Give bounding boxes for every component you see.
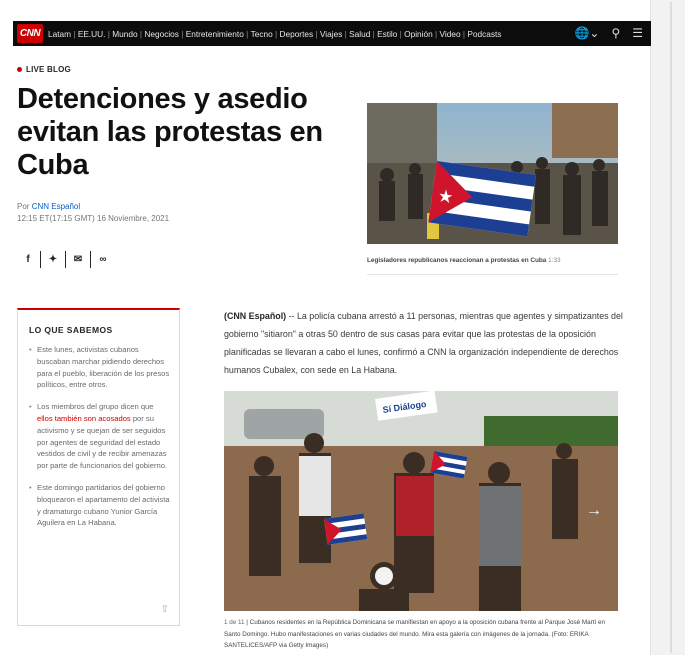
divider: [90, 251, 91, 268]
video-duration: 1:33: [548, 257, 561, 264]
nav-link[interactable]: Viajes: [319, 28, 343, 39]
nav-icons: [574, 21, 643, 46]
menu-icon[interactable]: ☰: [632, 26, 643, 40]
nav-link[interactable]: Negocios: [144, 28, 179, 39]
share-icon[interactable]: ⇧: [160, 604, 169, 615]
nav-link[interactable]: Estilo: [377, 28, 398, 39]
publish-date: 12:15 ET(17:15 GMT) 16 Noviembre, 2021: [17, 214, 170, 223]
byline-prefix: Por: [17, 202, 30, 211]
nav-link[interactable]: Mundo: [112, 28, 138, 39]
author-link[interactable]: CNN Español: [31, 202, 81, 211]
nav-link[interactable]: Video: [439, 28, 461, 39]
nav-separator: |: [462, 28, 466, 39]
nav-links: [48, 21, 501, 46]
hero-caption[interactable]: [367, 257, 561, 264]
nav-link[interactable]: Opinión: [404, 28, 433, 39]
nav-separator: |: [315, 28, 318, 39]
list-item: [29, 482, 171, 529]
divider: [40, 251, 41, 268]
nav-separator: |: [344, 28, 347, 39]
nav-link[interactable]: Podcasts: [467, 28, 502, 39]
search-icon[interactable]: ⚲: [611, 26, 621, 40]
live-blog-badge: [17, 65, 71, 74]
divider: [65, 251, 66, 268]
globe-icon[interactable]: 🌐⌄: [574, 26, 600, 40]
live-blog-label: LIVE BLOG: [26, 65, 71, 74]
twitter-icon[interactable]: ✦: [48, 254, 58, 265]
gallery-caption-text: | Cubanos residentes en la República Dominicana se manifiestan en apoyo a la oposición cubana frente al Parque José Martí en Santo Domingo. Hubo manifestaciones en varias ciudades del mundo. Mira esta galería con imágenes de la jornada. (Foto: ERIKA SANTELICES/AFP via Getty Images): [224, 619, 605, 649]
protest-sign-text: Sí Diálogo: [382, 398, 428, 415]
list-item: [29, 344, 171, 391]
scrollbar-track[interactable]: [650, 0, 685, 655]
what-we-know-list: [29, 344, 171, 539]
divider: [367, 274, 618, 275]
list-item-text: Este domingo partidarios del gobierno bloquearon el apartamento del activista y dramaturgo cubano Yunior García Aguilera en La Habana.: [37, 482, 170, 528]
article-source: (CNN Español): [224, 311, 287, 321]
what-we-know-title: LO QUE SABEMOS: [29, 325, 113, 335]
top-navbar: [13, 21, 651, 46]
gallery-caption: [224, 617, 620, 652]
acosados-link[interactable]: ellos también son acosados: [37, 413, 131, 423]
nav-link[interactable]: EE.UU.: [77, 28, 106, 39]
page-title: Detenciones y asedio evitan las protestas en Cuba: [17, 83, 323, 181]
nav-separator: |: [435, 28, 438, 39]
hero-caption-text: Legisladores republicanos reaccionan a protestas en Cuba: [367, 257, 547, 264]
link-icon[interactable]: ∞: [99, 254, 107, 265]
nav-link[interactable]: Deportes: [279, 28, 314, 39]
nav-link[interactable]: Tecno: [250, 28, 273, 39]
list-item-text: Este lunes, activistas cubanos buscaban marchar pidiendo derechos para el pueblo, liberación de los presos políticos, entre otros.: [37, 345, 170, 390]
nav-link[interactable]: Entretenimiento: [185, 28, 244, 39]
nav-separator: |: [73, 28, 76, 39]
share-bar: [21, 251, 110, 268]
article-paragraph: [224, 307, 624, 379]
email-icon[interactable]: ✉: [73, 254, 83, 265]
list-item-text: por su activismo y se quejan de ser seguidos por agentes de seguridad del estado vestidos de civil y de recibir amenazas por parte de funcionarios del gobierno.: [37, 413, 168, 471]
list-item-text: Los miembros del grupo dicen que: [37, 402, 154, 412]
nav-link[interactable]: Salud: [349, 28, 371, 39]
nav-separator: |: [399, 28, 402, 39]
nav-separator: |: [372, 28, 375, 39]
article-body: -- La policía cubana arrestó a 11 personas, mientras que agentes y simpatizantes del gobierno "sitiaron" a otras 50 dentro de sus casas para evitar que las protestas de la oposición planificadas se llevaran a cabo el lunes, confirmó a CNN la organización independiente de derechos humanos Cubalex, con sede en La Habana.: [224, 311, 623, 375]
nav-separator: |: [275, 28, 278, 39]
photo-gallery[interactable]: [224, 391, 618, 611]
nav-separator: |: [107, 28, 110, 39]
hero-video-thumbnail[interactable]: [367, 103, 618, 244]
live-dot-icon: [17, 67, 22, 72]
nav-separator: |: [181, 28, 184, 39]
nav-separator: |: [139, 28, 143, 39]
list-item: [29, 401, 171, 472]
nav-separator: |: [246, 28, 249, 39]
gallery-next-arrow-icon[interactable]: →: [586, 502, 602, 519]
byline: [17, 202, 80, 211]
what-we-know-box: [17, 308, 180, 626]
gallery-counter: 1 de 11: [224, 619, 245, 626]
cnn-logo[interactable]: CNN: [17, 24, 43, 43]
nav-link[interactable]: Latam: [48, 28, 72, 39]
scrollbar-thumb[interactable]: [670, 2, 672, 653]
facebook-icon[interactable]: f: [26, 254, 30, 265]
